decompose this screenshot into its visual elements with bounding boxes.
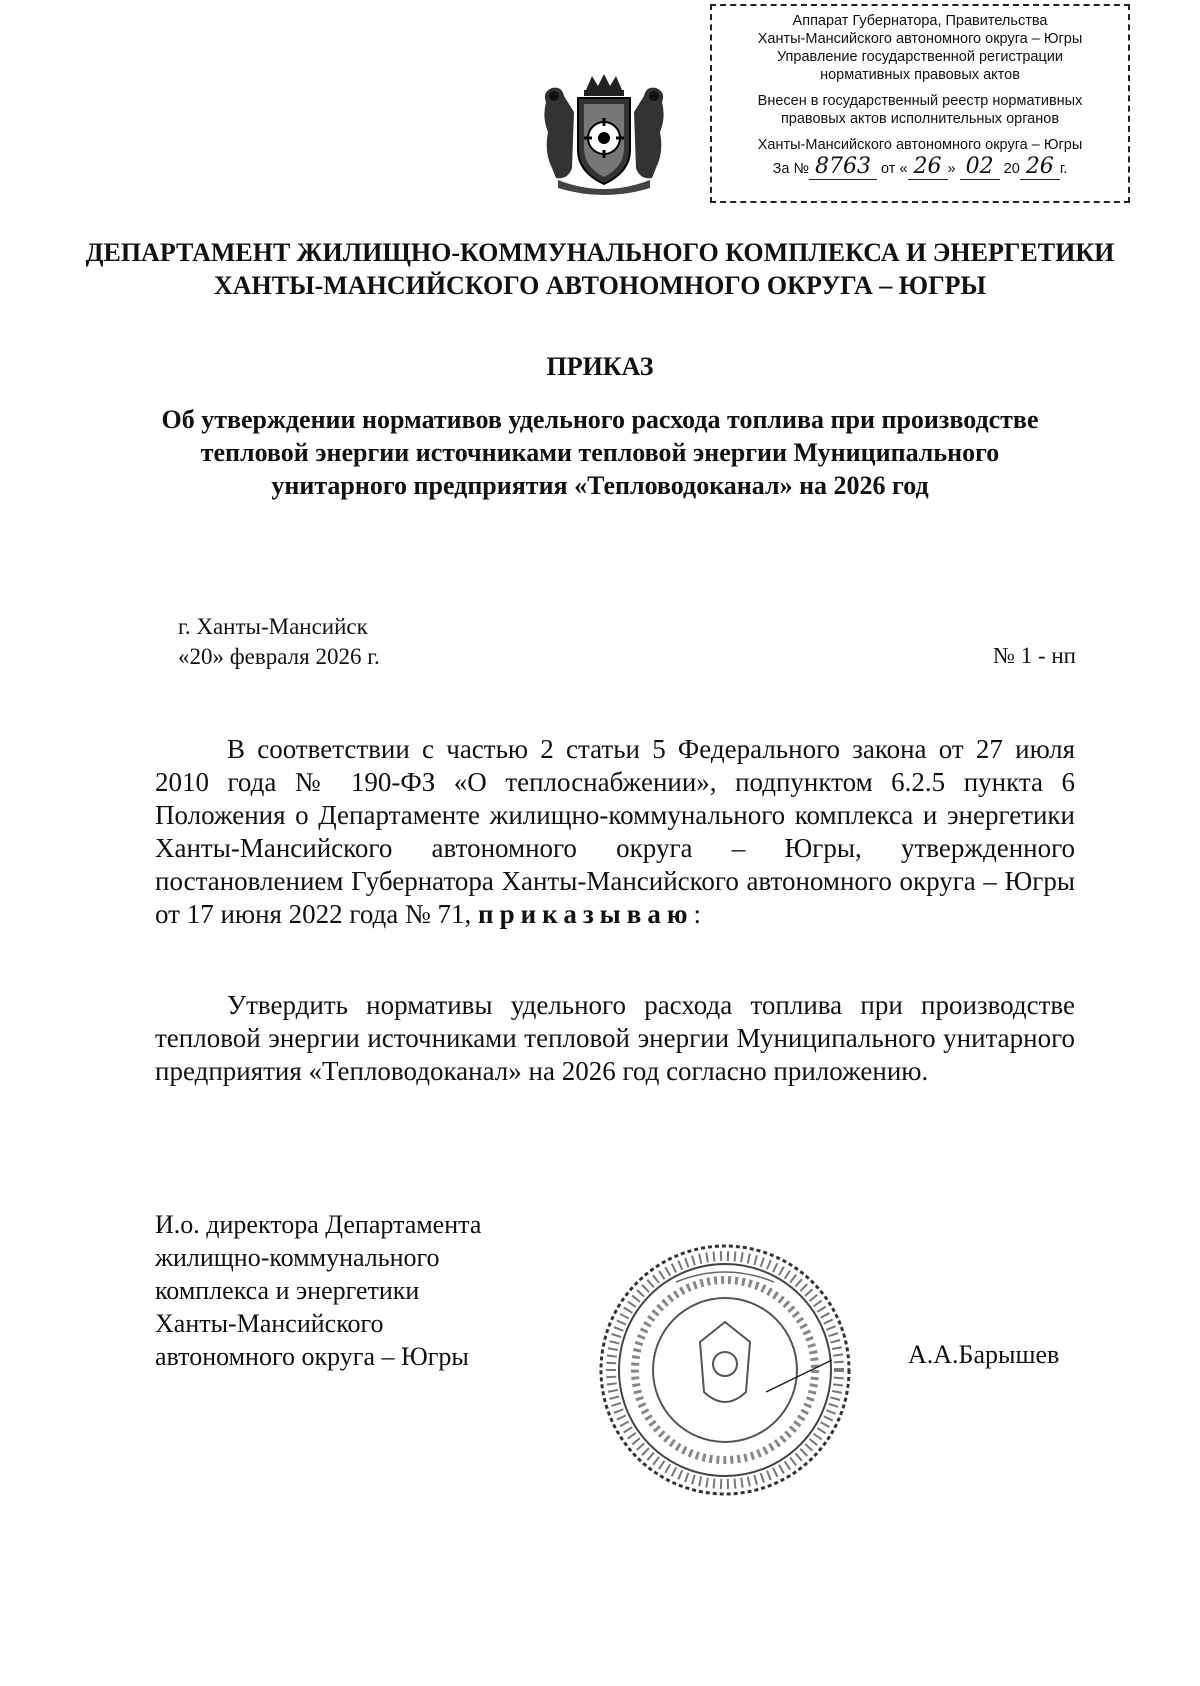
department-header	[0, 236, 1200, 302]
official-seal-icon	[596, 1242, 854, 1498]
stamp-year-prefix: 20	[1003, 161, 1020, 177]
stamp-number-prefix: За №	[772, 161, 810, 177]
coat-of-arms-icon	[538, 72, 670, 198]
signatory-line: автономного округа – Югры	[155, 1342, 469, 1371]
registration-stamp	[710, 4, 1130, 203]
place-and-date	[178, 612, 380, 672]
stamp-line: Внесен в государственный реестр нормативных	[757, 93, 1083, 109]
preamble-paragraph	[155, 733, 1075, 931]
order-colon: :	[693, 899, 701, 929]
department-name-line2: ХАНТЫ-МАНСИЙСКОГО АВТОНОМНОГО ОКРУГА – ЮГРЫ	[213, 271, 987, 300]
stamp-day: 26	[908, 154, 948, 180]
signatory-line: жилищно-коммунального	[155, 1243, 440, 1272]
stamp-month: 02	[960, 154, 1000, 180]
department-name-line1: ДЕПАРТАМЕНТ ЖИЛИЩНО-КОММУНАЛЬНОГО КОМПЛЕКСА И ЭНЕРГЕТИКИ	[85, 238, 1115, 267]
signatory-name: А.А.Барышев	[908, 1340, 1060, 1369]
document-place: г. Ханты-Мансийск	[178, 614, 368, 639]
signatory-position	[155, 1208, 481, 1373]
document-type: ПРИКАЗ	[546, 352, 654, 381]
order-word: приказываю	[478, 899, 694, 929]
document-subject: Об утверждении нормативов удельного расхода топлива при производстве тепловой энергии источниками тепловой энергии Муниципального унитарного предприятия «Тепловодоканал» на 2026 год	[161, 405, 1039, 500]
stamp-date-prefix: от «	[881, 161, 908, 177]
document-number: № 1 - нп	[993, 643, 1076, 668]
stamp-date-mid: »	[947, 161, 956, 177]
stamp-registration-number	[712, 154, 1128, 179]
signatory-line: Ханты-Мансийского	[155, 1309, 384, 1338]
stamp-year-suffix: 26	[1020, 154, 1060, 180]
stamp-line: Ханты-Мансийского автономного округа – Югры	[757, 137, 1083, 153]
stamp-line: нормативных правовых актов	[820, 67, 1020, 83]
stamp-line: Управление государственной регистрации	[776, 49, 1064, 65]
order-paragraph: Утвердить нормативы удельного расхода топлива при производстве тепловой энергии источниками тепловой энергии Муниципального унитарного предприятия «Тепловодоканал» на 2026 год согласно приложению.	[155, 990, 1075, 1086]
stamp-line: правовых актов исполнительных органов	[780, 111, 1060, 127]
document-date: «20» февраля 2026 г.	[178, 644, 380, 669]
stamp-number-value: 8763	[809, 154, 877, 180]
stamp-line: Аппарат Губернатора, Правительства	[792, 13, 1048, 29]
stamp-line: Ханты-Мансийского автономного округа – Югры	[757, 31, 1083, 47]
stamp-year-end: г.	[1059, 161, 1068, 177]
signatory-line: комплекса и энергетики	[155, 1276, 420, 1305]
preamble-text: В соответствии с частью 2 статьи 5 Федерального закона от 27 июля 2010 года № 190-ФЗ «О теплоснабжении», подпунктом 6.2.5 пункта 6 Положения о Департаменте жилищно-коммунального комплекса и энергетики Ханты-Мансийского автономного округа – Югры, утвержденного постановлением Губернатора Ханты-Мансийского автономного округа – Югры от 17 июня 2022 года № 71,	[155, 734, 1075, 929]
signatory-line: И.о. директора Департамента	[155, 1210, 482, 1239]
